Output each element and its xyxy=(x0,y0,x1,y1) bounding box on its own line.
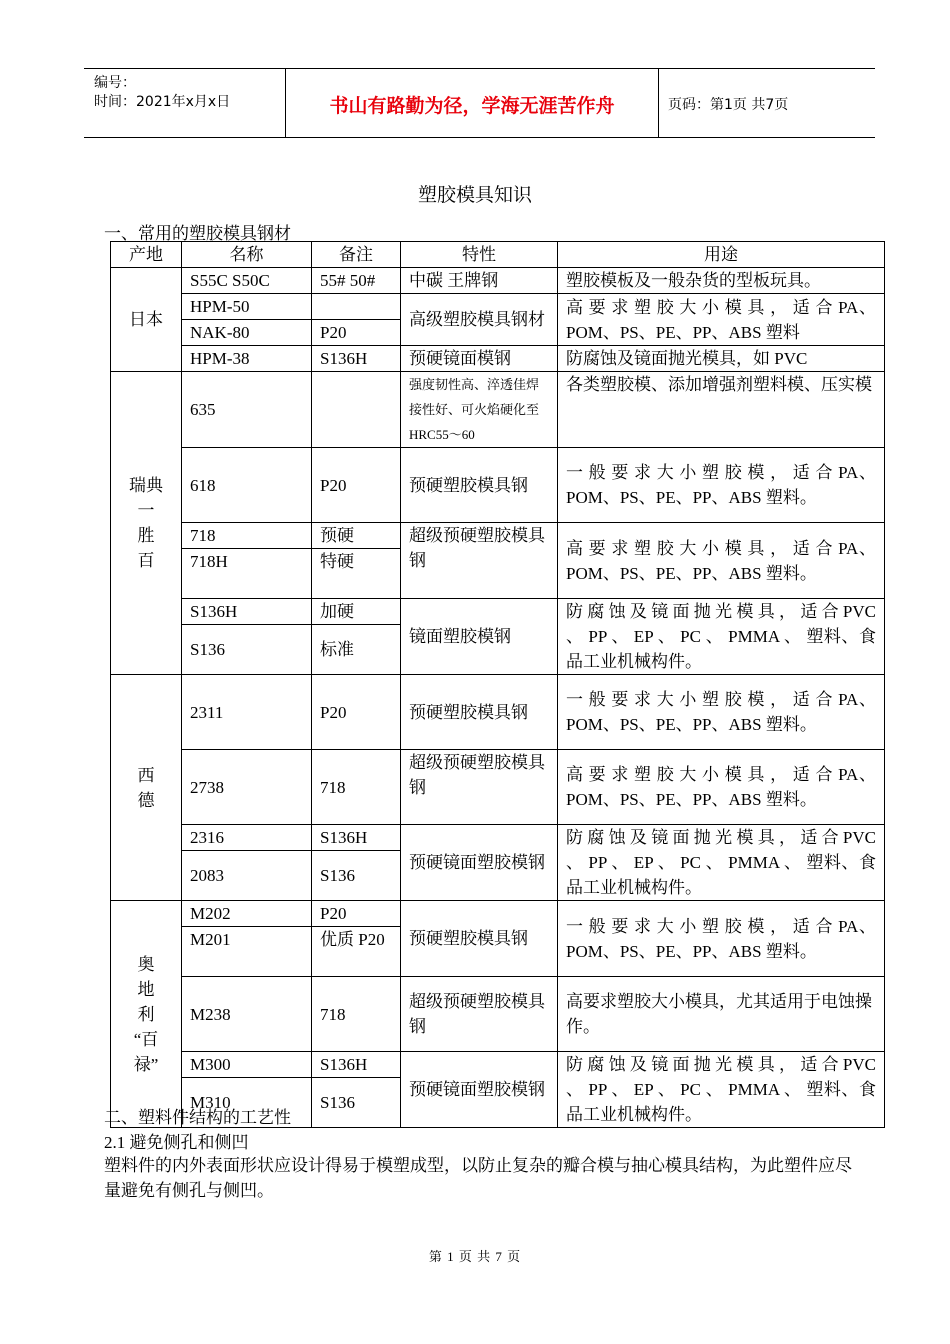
name-cell: S136 xyxy=(182,625,312,675)
name-cell: M310 xyxy=(182,1078,312,1128)
note-cell: 预硬 xyxy=(312,523,401,549)
table-row xyxy=(111,901,885,927)
usage-cell: 防 腐 蚀 及 镜 面 抛 光 模 具 ， 适 合 PVC 、 PP 、 EP 、 PC 、 PMMA 、 塑料、食品工业机械构件。 xyxy=(558,599,885,675)
note-cell: 标准 xyxy=(312,625,401,675)
property-cell: 预硬镜面模钢 xyxy=(401,346,558,372)
note-cell: S136 xyxy=(312,1078,401,1128)
name-cell: M300 xyxy=(182,1052,312,1078)
usage-cell: 高要求塑胶大小模具，尤其适用于电蚀操作。 xyxy=(558,977,885,1052)
table-row xyxy=(111,599,885,625)
mold-steel-table xyxy=(110,241,885,1128)
table-row xyxy=(111,675,885,750)
property-cell: 超级预硬塑胶模具钢 xyxy=(401,977,558,1052)
header-motto: 书山有路勤为径，学海无涯苦作舟 xyxy=(329,95,615,117)
table-row xyxy=(111,268,885,294)
column-header-note: 备注 xyxy=(312,242,401,268)
table-header-row xyxy=(111,242,885,268)
name-cell: 718 xyxy=(182,523,312,549)
section-heading-2: 二、塑料件结构的工艺性 xyxy=(104,1108,291,1127)
note-cell: P20 xyxy=(312,901,401,927)
name-cell: M201 xyxy=(182,927,312,977)
usage-cell: 防 腐 蚀 及 镜 面 抛 光 模 具 ， 适 合 PVC 、 PP 、 EP 、 PC 、 PMMA 、 塑料、食品工业机械构件。 xyxy=(558,825,885,901)
property-cell: 中碳 王牌钢 xyxy=(401,268,558,294)
name-cell: 635 xyxy=(182,372,312,448)
usage-cell: 塑胶模板及一般杂货的型板玩具。 xyxy=(558,268,885,294)
note-cell: 55# 50# xyxy=(312,268,401,294)
name-cell: 618 xyxy=(182,448,312,523)
note-cell xyxy=(312,372,401,448)
document-title: 塑胶模具知识 xyxy=(417,185,532,206)
table-row xyxy=(111,346,885,372)
note-cell: S136 xyxy=(312,851,401,901)
note-cell: 718 xyxy=(312,977,401,1052)
name-cell: 2311 xyxy=(182,675,312,750)
note-cell: P20 xyxy=(312,675,401,750)
name-cell: 718H xyxy=(182,549,312,599)
table-row xyxy=(111,294,885,320)
usage-cell: 防 腐 蚀 及 镜 面 抛 光 模 具 ， 适 合 PVC 、 PP 、 EP 、 PC 、 PMMA 、 塑料、食品工业机械构件。 xyxy=(558,1052,885,1128)
body-paragraph: 塑料件的内外表面形状应设计得易于模塑成型，以防止复杂的瓣合模与抽心模具结构，为此塑件应尽量避免有侧孔与侧凹。 xyxy=(104,1156,852,1200)
name-cell: S136H xyxy=(182,599,312,625)
note-cell: 加硬 xyxy=(312,599,401,625)
property-cell: 预硬塑胶模具钢 xyxy=(401,901,558,977)
header-page-number: 页码：第1页 共7页 xyxy=(668,97,789,113)
header-meta-cell xyxy=(84,69,286,137)
property-cell: 高级塑胶模具钢材 xyxy=(401,294,558,346)
page-footer: 第 1 页 共 7 页 xyxy=(428,1249,522,1264)
usage-cell: 一 般 要 求 大 小 塑 胶 模 ， 适 合 PA、POM、PS、PE、PP、ABS 塑料。 xyxy=(558,675,885,750)
name-cell: 2738 xyxy=(182,750,312,825)
name-cell: 2316 xyxy=(182,825,312,851)
note-cell: P20 xyxy=(312,320,401,346)
name-cell: M238 xyxy=(182,977,312,1052)
table-row xyxy=(111,448,885,523)
table-row xyxy=(111,372,885,448)
property-cell: 预硬镜面塑胶模钢 xyxy=(401,825,558,901)
property-cell: 强度韧性高、淬透佳焊接性好、可火焰硬化至 HRC55～60 xyxy=(401,372,558,448)
name-cell: M202 xyxy=(182,901,312,927)
usage-cell: 一 般 要 求 大 小 塑 胶 模 ， 适 合 PA、POM、PS、PE、PP、ABS 塑料。 xyxy=(558,901,885,977)
note-cell: P20 xyxy=(312,448,401,523)
table-row xyxy=(111,523,885,549)
property-cell: 预硬镜面塑胶模钢 xyxy=(401,1052,558,1128)
note-cell: S136H xyxy=(312,346,401,372)
usage-cell: 各类塑胶模、添加增强剂塑料模、压实模 xyxy=(558,372,885,448)
name-cell: 2083 xyxy=(182,851,312,901)
note-cell: 718 xyxy=(312,750,401,825)
name-cell: HPM-38 xyxy=(182,346,312,372)
usage-cell: 高 要 求 塑 胶 大 小 模 具 ， 适 合 PA、POM、PS、PE、PP、ABS 塑料 xyxy=(558,294,885,346)
note-cell: S136H xyxy=(312,825,401,851)
note-cell: 特硬 xyxy=(312,549,401,599)
note-cell: 优质 P20 xyxy=(312,927,401,977)
column-header-origin: 产地 xyxy=(111,242,182,268)
usage-cell: 防腐蚀及镜面抛光模具，如 PVC xyxy=(558,346,885,372)
property-cell: 超级预硬塑胶模具钢 xyxy=(401,750,558,825)
table-row xyxy=(111,750,885,825)
doc-number-label: 编号： xyxy=(94,75,136,91)
table-row xyxy=(111,825,885,851)
table-row xyxy=(111,977,885,1052)
usage-cell: 一 般 要 求 大 小 塑 胶 模 ， 适 合 PA、POM、PS、PE、PP、ABS 塑料。 xyxy=(558,448,885,523)
table-row xyxy=(111,1052,885,1078)
property-cell: 预硬塑胶模具钢 xyxy=(401,675,558,750)
section-heading-1: 一、常用的塑胶模具钢材 xyxy=(104,224,291,243)
origin-cell-austria: 奥 地 利 “百 禄” xyxy=(111,901,182,1128)
column-header-usage: 用途 xyxy=(558,242,885,268)
property-cell: 预硬塑胶模具钢 xyxy=(401,448,558,523)
column-header-property: 特性 xyxy=(401,242,558,268)
header-motto-cell xyxy=(286,69,659,137)
column-header-name: 名称 xyxy=(182,242,312,268)
doc-time-label: 时间：2021年x月x日 xyxy=(94,94,231,110)
origin-cell-japan: 日本 xyxy=(111,268,182,372)
header-page-cell xyxy=(659,69,875,137)
page-header xyxy=(84,68,875,138)
property-cell: 超级预硬塑胶模具钢 xyxy=(401,523,558,599)
origin-cell-sweden: 瑞典 一 胜 百 xyxy=(111,372,182,675)
note-cell: S136H xyxy=(312,1052,401,1078)
name-cell: S55C S50C xyxy=(182,268,312,294)
origin-cell-germany: 西 德 xyxy=(111,675,182,901)
name-cell: HPM-50 xyxy=(182,294,312,320)
usage-cell: 高 要 求 塑 胶 大 小 模 具 ， 适 合 PA、POM、PS、PE、PP、ABS 塑料。 xyxy=(558,750,885,825)
note-cell xyxy=(312,294,401,320)
usage-cell: 高 要 求 塑 胶 大 小 模 具 ， 适 合 PA、POM、PS、PE、PP、ABS 塑料。 xyxy=(558,523,885,599)
name-cell: NAK-80 xyxy=(182,320,312,346)
property-cell: 镜面塑胶模钢 xyxy=(401,599,558,675)
subsection-heading-2-1: 2.1 避免侧孔和侧凹 xyxy=(104,1133,249,1152)
